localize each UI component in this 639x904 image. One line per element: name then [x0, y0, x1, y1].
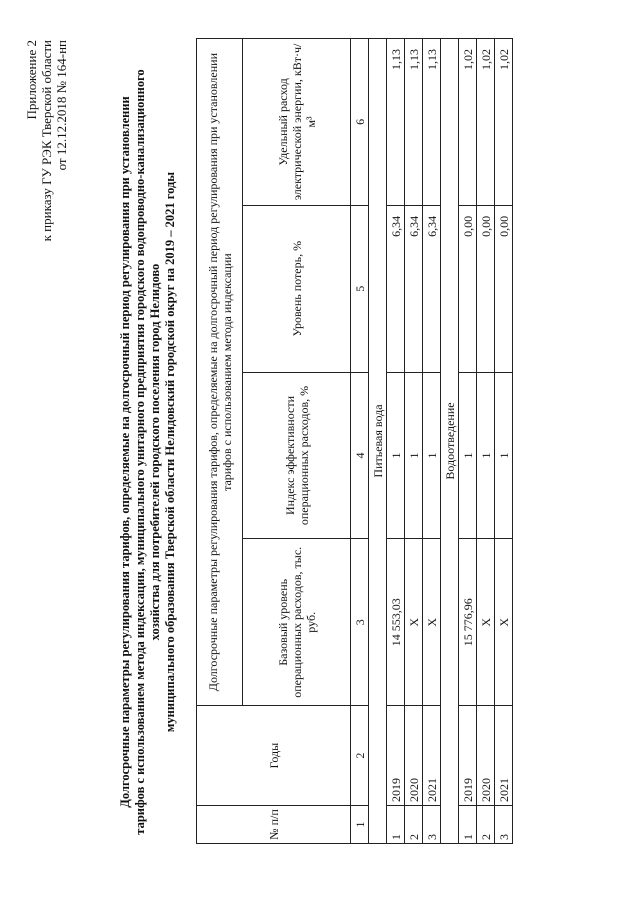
cell-index: 1 — [477, 372, 495, 539]
cell-index: 1 — [459, 372, 477, 539]
cell-energy: 1,02 — [477, 39, 495, 206]
colnum-6: 6 — [351, 39, 369, 206]
cell-energy: 1,02 — [495, 39, 513, 206]
cell-base: Х — [405, 539, 423, 706]
section-title-row — [441, 39, 459, 844]
table-row — [495, 39, 513, 844]
colnum-5: 5 — [351, 205, 369, 372]
title-line-1: Долгосрочные параметры регулирования тарифов, определяемые на долгосрочный период регулирования при установлении — [118, 96, 132, 808]
parameters-table — [196, 38, 513, 844]
cell-index: 1 — [495, 372, 513, 539]
header-index: Индекс эффективности операционных расходов, % — [243, 372, 351, 539]
cell-base: Х — [423, 539, 441, 706]
appendix-line-3: от 12.12.2018 № 164-нп — [54, 40, 69, 171]
cell-loss: 0,00 — [495, 205, 513, 372]
document-title — [118, 40, 178, 864]
cell-year: 2020 — [477, 706, 495, 806]
colnum-3: 3 — [351, 539, 369, 706]
cell-year: 2021 — [423, 706, 441, 806]
colnum-4: 4 — [351, 372, 369, 539]
cell-energy: 1,02 — [459, 39, 477, 206]
appendix-line-1: Приложение 2 — [24, 40, 39, 120]
cell-base: 14 553,03 — [387, 539, 405, 706]
cell-year: 2021 — [495, 706, 513, 806]
cell-base: 15 776,96 — [459, 539, 477, 706]
header-loss: Уровень потерь, % — [243, 205, 351, 372]
cell-energy: 1,13 — [423, 39, 441, 206]
section-title-water: Питьевая вода — [369, 39, 387, 844]
cell-num: 3 — [495, 806, 513, 844]
colnum-1: 1 — [351, 806, 369, 844]
cell-num: 2 — [477, 806, 495, 844]
cell-num: 1 — [387, 806, 405, 844]
cell-num: 2 — [405, 806, 423, 844]
header-energy: Удельный расход электрической энергии, кВт·ч/м³ — [243, 39, 351, 206]
title-line-2: тарифов с использованием метода индексации, муниципального унитарного предприятия городского водопроводно-канализационного — [133, 69, 147, 835]
cell-loss: 0,00 — [459, 205, 477, 372]
cell-base: Х — [477, 539, 495, 706]
table-row — [405, 39, 423, 844]
table-row — [423, 39, 441, 844]
cell-base: Х — [495, 539, 513, 706]
header-years: Годы — [197, 706, 351, 806]
appendix-line-2: к приказу ГУ РЭК Тверской области — [39, 40, 54, 242]
header-row-1 — [197, 39, 243, 844]
cell-year: 2019 — [459, 706, 477, 806]
cell-year: 2019 — [387, 706, 405, 806]
cell-loss: 6,34 — [405, 205, 423, 372]
title-line-3: хозяйства для потребителей городского поселения город Нелидово — [148, 263, 162, 641]
cell-index: 1 — [387, 372, 405, 539]
appendix-block — [24, 40, 69, 241]
cell-loss: 0,00 — [477, 205, 495, 372]
header-base: Базовый уровень операционных расходов, тыс. руб. — [243, 539, 351, 706]
cell-energy: 1,13 — [387, 39, 405, 206]
cell-year: 2020 — [405, 706, 423, 806]
table-row — [477, 39, 495, 844]
cell-num: 1 — [459, 806, 477, 844]
cell-index: 1 — [423, 372, 441, 539]
cell-num: 3 — [423, 806, 441, 844]
cell-loss: 6,34 — [387, 205, 405, 372]
cell-energy: 1,13 — [405, 39, 423, 206]
section-title-sewage: Водоотведение — [441, 39, 459, 844]
colnum-2: 2 — [351, 706, 369, 806]
table-row — [387, 39, 405, 844]
table-row — [459, 39, 477, 844]
header-num: № п/п — [197, 806, 351, 844]
section-title-row — [369, 39, 387, 844]
column-numbers-row — [351, 39, 369, 844]
header-group: Долгосрочные параметры регулирования тарифов, определяемые на долгосрочный период регулирования при установлении тарифов с использованием метода индексации — [197, 39, 243, 706]
cell-loss: 6,34 — [423, 205, 441, 372]
title-line-4: муниципального образования Тверской области Нелидовский городской округ на 2019 – 2021 годы — [163, 171, 177, 733]
cell-index: 1 — [405, 372, 423, 539]
